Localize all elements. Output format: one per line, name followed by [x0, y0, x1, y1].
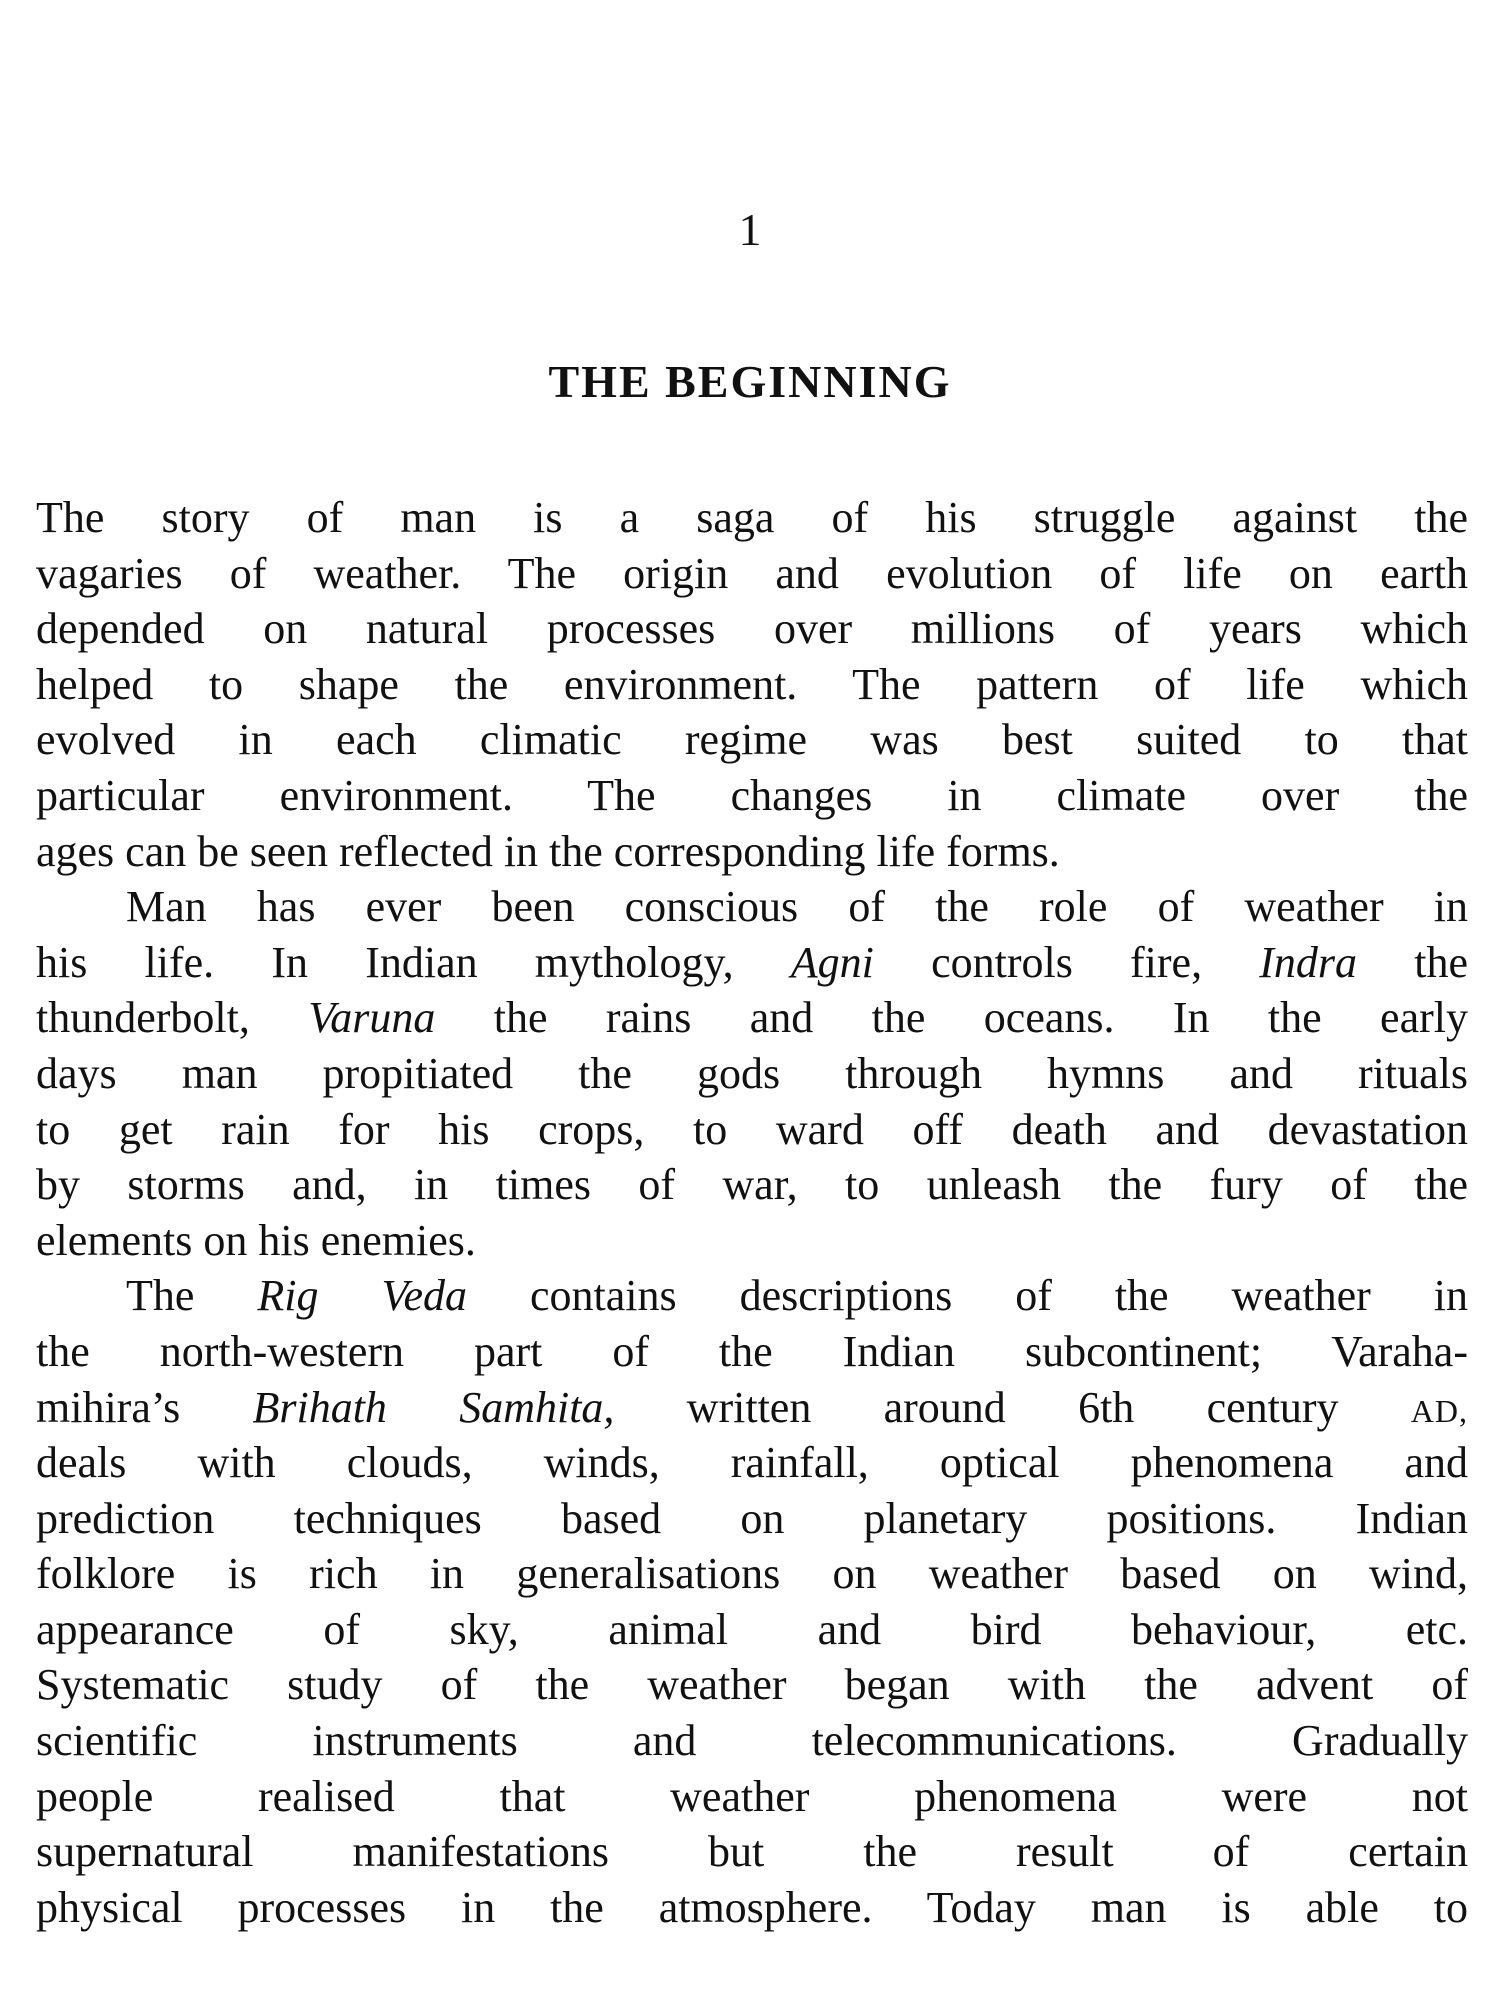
- chapter-number: 1: [738, 204, 762, 255]
- text-line: The story of man is a saga of his struggle against the: [36, 493, 1468, 542]
- text-line: evolved in each climatic regime was best suited to that: [36, 715, 1468, 765]
- text-line: particular environment. The changes in climate over the: [36, 770, 1468, 820]
- italic-term: Varuna: [308, 993, 436, 1043]
- text-line: helped to shape the environment. The pattern of life which: [36, 659, 1468, 709]
- text-line: mihira’s Brihath Samhita, written around 6th century AD,: [36, 1382, 1468, 1432]
- text-line: scientific instruments and telecommunications. Gradually: [36, 1716, 1468, 1766]
- text-line: Systematic study of the weather began with the advent of: [36, 1660, 1468, 1710]
- text-line: people realised that weather phenomena were not: [36, 1771, 1468, 1821]
- text-line: supernatural manifestations but the result of certain: [36, 1827, 1468, 1877]
- text-line: to get rain for his crops, to ward off death and devastation: [36, 1104, 1468, 1154]
- body-text: [36, 490, 1468, 1935]
- text-line: vagaries of weather. The origin and evolution of life on earth: [36, 548, 1468, 598]
- italic-term: Brihath Samhita,: [252, 1382, 615, 1432]
- text-line: Man has ever been conscious of the role of weather in: [126, 882, 1468, 932]
- text-line: physical processes in the atmosphere. Today man is able to: [36, 1882, 1468, 1932]
- text-line: thunderbolt, Varuna the rains and the oceans. In the early: [36, 993, 1468, 1043]
- text-line: prediction techniques based on planetary positions. Indian: [36, 1493, 1468, 1543]
- text-line: elements on his enemies.: [36, 1215, 476, 1265]
- italic-term: Agni: [790, 937, 874, 987]
- chapter-title: THE BEGINNING: [548, 356, 952, 407]
- italic-term: Rig Veda: [257, 1271, 467, 1321]
- text-line: The Rig Veda contains descriptions of the weather in: [126, 1271, 1468, 1321]
- small-caps-era: AD,: [1410, 1392, 1468, 1429]
- text-line: days man propitiated the gods through hymns and rituals: [36, 1048, 1468, 1098]
- text-line: ages can be seen reflected in the corresponding life forms.: [36, 826, 1060, 876]
- text-line: by storms and, in times of war, to unleash the fury of the: [36, 1160, 1468, 1210]
- text-line: appearance of sky, animal and bird behaviour, etc.: [36, 1604, 1468, 1654]
- text-line: the north-western part of the Indian subcontinent; Varaha-: [36, 1326, 1468, 1376]
- text-line: his life. In Indian mythology, Agni controls fire, Indra the: [36, 937, 1468, 987]
- italic-term: Indra: [1259, 937, 1358, 987]
- text-line: folklore is rich in generalisations on weather based on wind,: [36, 1549, 1468, 1599]
- text-line: deals with clouds, winds, rainfall, optical phenomena and: [36, 1438, 1468, 1488]
- text-line: depended on natural processes over millions of years which: [36, 604, 1468, 654]
